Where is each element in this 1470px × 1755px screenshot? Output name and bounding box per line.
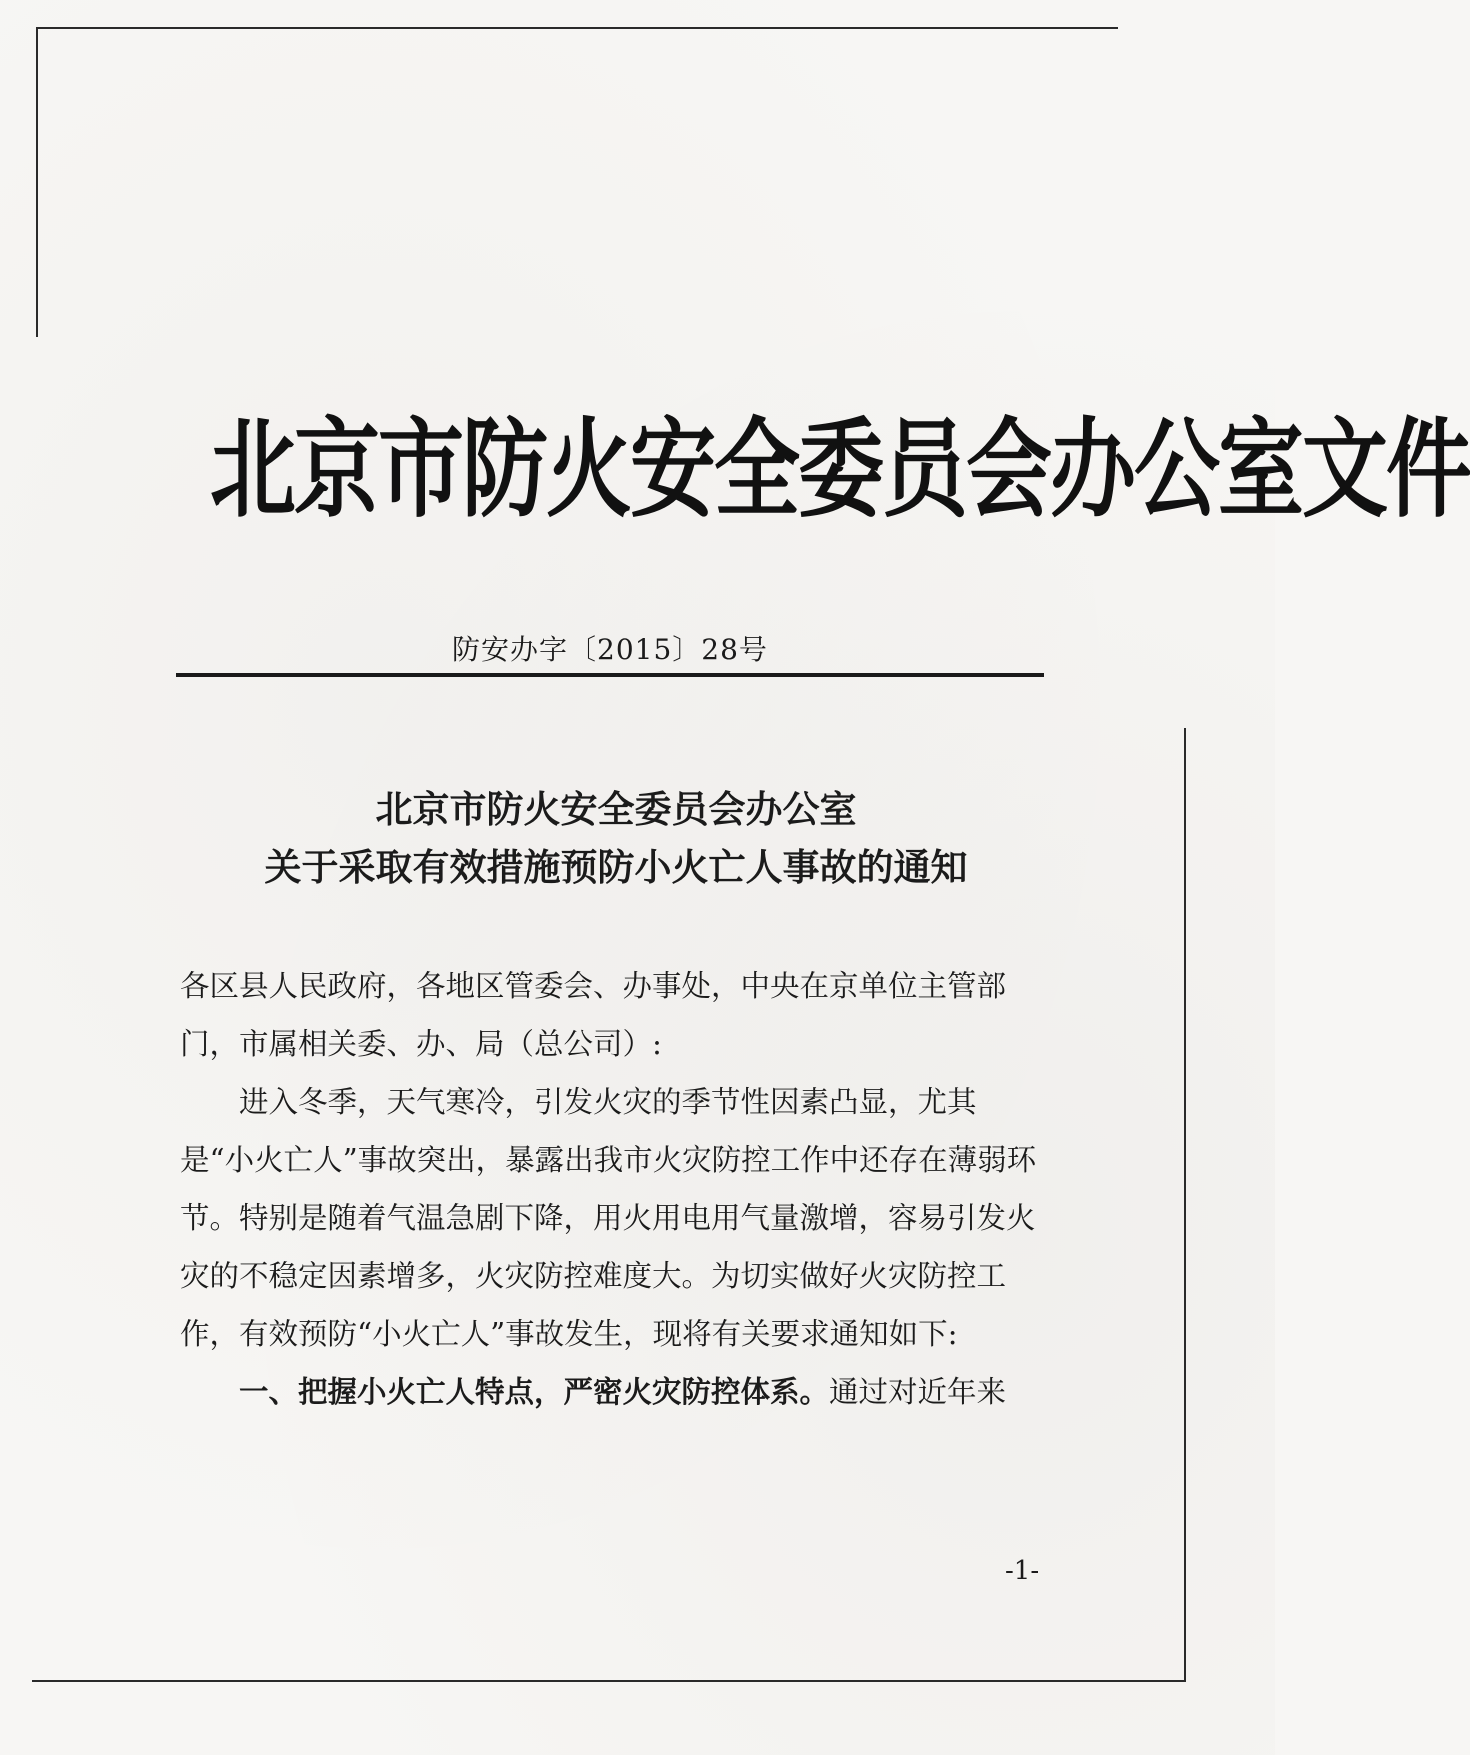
- section-1-heading: 一、把握小火亡人特点，严密火灾防控体系。: [239, 1374, 830, 1409]
- section-1-text: 通过对近年来: [829, 1375, 1007, 1409]
- scan-frame-bottom-edge: [32, 1680, 1186, 1682]
- intro-paragraph: 进入冬季，天气寒冷，引发火灾的季节性因素凸显，尤其是“小火亡人”事故突出，暴露出我市火灾防控工作中还存在薄弱环节。特别是随着气温急剧下降，用火用电用气量激增，容易引发火灾的不稳定因素增多，火灾防控难度大。为切实做好火灾防控工作，有效预防“小火亡人”事故发生，现将有关要求通知如下:: [180, 1085, 1037, 1351]
- notice-body: [180, 957, 1040, 1421]
- scan-frame-right-edge: [1184, 728, 1186, 1680]
- addressee-paragraph: 各区县人民政府，各地区管委会、办事处，中央在京单位主管部门，市属相关委、办、局（总公司）:: [180, 969, 1007, 1061]
- notice-title: [176, 780, 1056, 896]
- masthead-divider-rule: [176, 673, 1044, 677]
- notice-title-line-2: 关于采取有效措施预防小火亡人事故的通知: [264, 845, 968, 889]
- document-number: 防安办字〔2015〕28号: [452, 633, 768, 666]
- scan-frame-top-edge: [36, 27, 1118, 29]
- notice-title-line-1: 北京市防火安全委员会办公室: [375, 787, 857, 831]
- scan-frame-left-edge: [36, 27, 38, 337]
- section-1-paragraph: [180, 1363, 1040, 1421]
- document-masthead: 北京市防火安全委员会办公室文件: [210, 407, 1470, 533]
- page-number: -1-: [1005, 1556, 1040, 1586]
